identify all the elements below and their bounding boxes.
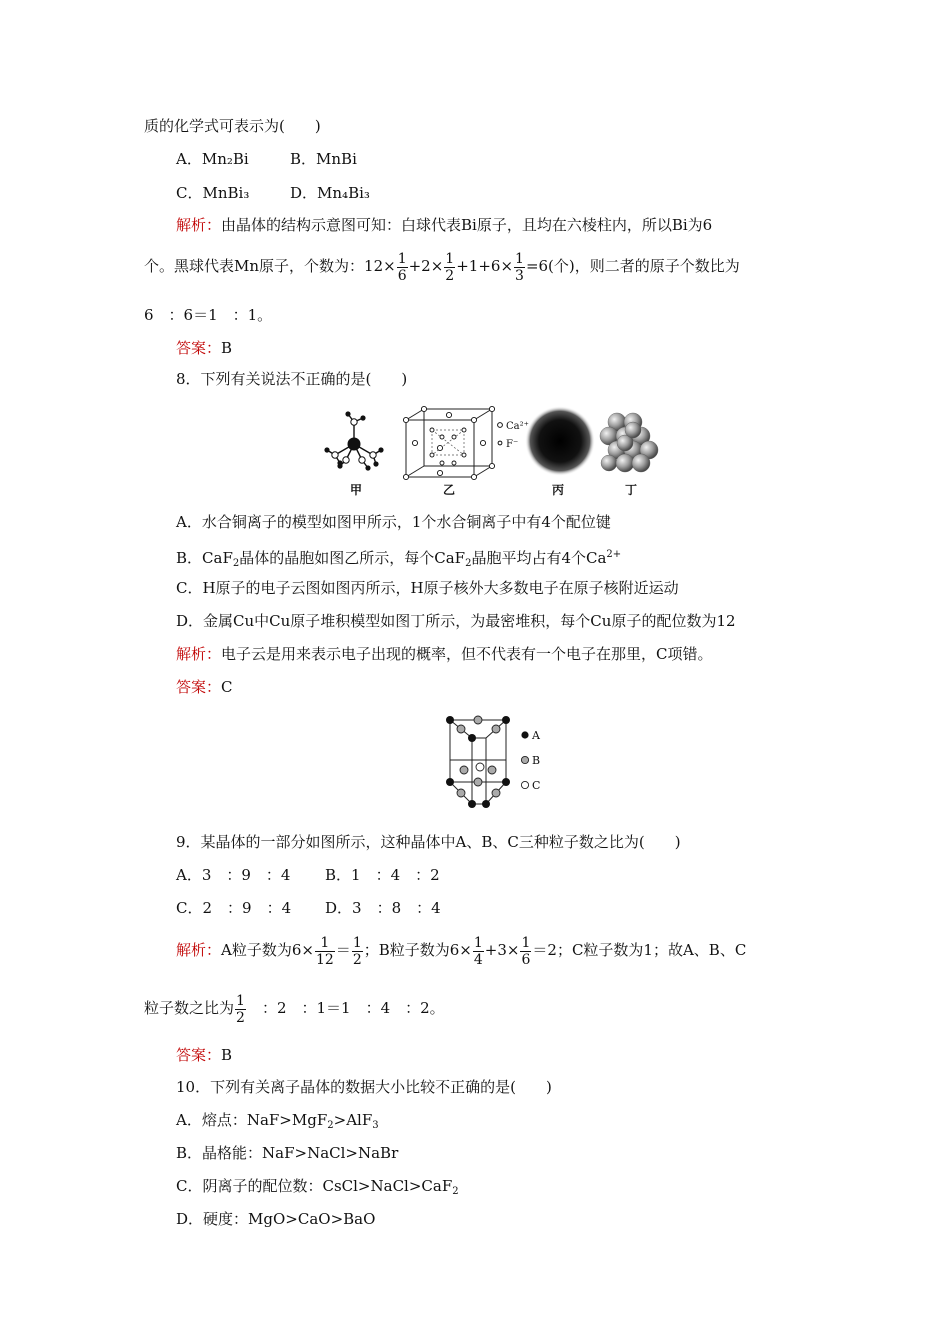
q8-option-b: B．CaF$_2$晶体的晶胞如图乙所示，每个CaF$_2$晶胞平均占有4个$Ca^{2+}$ (176, 549, 622, 569)
figure-yi-caf2-cell (402, 405, 529, 481)
q8-option-d: D．金属Cu中Cu原子堆积模型如图丁所示，为最密堆积，每个Cu原子的配位数为12 (176, 612, 736, 630)
fraction: $\frac{1}{2}$ (236, 992, 245, 1026)
fraction: $\frac{1}{6}$ (397, 250, 407, 284)
fraction: $\frac{1}{2}$ (445, 250, 455, 284)
q9-option-b: B．1 ：4 ：2 (325, 866, 440, 884)
fraction: $\frac{1}{3}$ (515, 250, 524, 284)
figure-label-yi: 乙 (443, 483, 456, 497)
q7-analysis-line2: 个。黑球代表Mn原子，个数为：12× $\frac{1}{6}$ +2× $\frac{1}{2}$ +1+6× $\frac{1}{3}$ =6(个)，则二者的原子个数比为 (144, 250, 740, 284)
q9-stem: 9．某晶体的一部分如图所示，这种晶体中A、B、C三种粒子数之比为( ) (176, 833, 681, 851)
legend-b-marker (521, 756, 528, 763)
q9-analysis-line2: 粒子数之比为 $\frac{1}{2}$ ：2 ：1＝1 ：4 ：2。 (144, 992, 445, 1026)
q8-stem: 8．下列有关说法不正确的是( ) (176, 370, 408, 388)
q9-option-d: D．3 ：8 ：4 (325, 899, 441, 917)
legend-c-marker (521, 781, 528, 788)
legend-b-label: B (532, 754, 541, 767)
q9-option-a: A．3 ：9 ：4 (176, 866, 291, 884)
q7-option-a: A．Mn₂Bi (176, 150, 249, 168)
q10-stem: 10．下列有关离子晶体的数据大小比较不正确的是( ) (176, 1078, 552, 1096)
q8-option-c: C．H原子的电子云图如图丙所示，H原子核外大多数电子在原子核附近运动 (176, 579, 679, 597)
q10-option-a: A．熔点：NaF>MgF$_2$>AlF$_3$ (176, 1111, 379, 1131)
figure-label-bing: 丙 (552, 483, 565, 497)
legend-ca-marker (498, 423, 503, 428)
q7-answer: 答案：B (176, 339, 233, 357)
legend-a-marker (521, 731, 528, 738)
legend-f-label: F⁻ (506, 439, 519, 450)
legend-f-marker (498, 441, 502, 445)
q9-answer: 答案：B (176, 1046, 233, 1064)
fraction: $\frac{1}{4}$ (473, 934, 483, 968)
figure-label-ding: 丁 (625, 483, 638, 497)
q8-answer: 答案：C (176, 678, 233, 696)
fraction: $\frac{1}{2}$ (352, 934, 362, 968)
figure-label-jia: 甲 (350, 483, 363, 497)
figure-jia-hydrated-copper (318, 408, 390, 482)
q10-option-c: C．阴离子的配位数：CsCl>NaCl>CaF$_2$ (176, 1177, 459, 1197)
q7-option-d: D．Mn₄Bi₃ (290, 184, 370, 202)
q9-option-c: C．2 ：9 ：4 (176, 899, 292, 917)
q7-option-c: C．MnBi₃ (176, 184, 250, 202)
fraction: $\frac{1}{12}$ (315, 934, 334, 968)
legend-a-label: A (532, 729, 540, 742)
q7-analysis-line3: 6 ：6＝1 ：1。 (144, 306, 273, 324)
figure-q9-crystal (440, 712, 552, 812)
q7-analysis-line1: 解析：由晶体的结构示意图可知：白球代表Bi原子，且均在六棱柱内，所以Bi为6 (176, 216, 713, 234)
q10-option-d: D．硬度：MgO>CaO>BaO (176, 1210, 376, 1228)
q9-analysis-line1: 解析：A粒子数为6× $\frac{1}{12}$ ＝ $\frac{1}{2}$ ；B粒子数为6× $\frac{1}{4}$ +3× $\frac{1}{6}$ ＝2；C粒子数为1；故A、B、C (176, 934, 747, 968)
figure-ding-close-packing (598, 410, 660, 474)
q7-stem-tail: 质的化学式可表示为( ) (144, 117, 321, 135)
fraction: $\frac{1}{6}$ (521, 934, 531, 968)
q8-option-a: A．水合铜离子的模型如图甲所示，1个水合铜离子中有4个配位键 (176, 513, 611, 531)
q7-option-b: B．MnBi (290, 150, 357, 168)
figure-bing-electron-cloud (524, 405, 596, 477)
q10-option-b: B．晶格能：NaF>NaCl>NaBr (176, 1144, 399, 1162)
legend-c-label: C (532, 779, 541, 792)
q8-analysis: 解析：电子云是用来表示电子出现的概率，但不代表有一个电子在那里，C项错。 (176, 645, 713, 663)
legend-ca-label: Ca²⁺ (506, 421, 529, 432)
